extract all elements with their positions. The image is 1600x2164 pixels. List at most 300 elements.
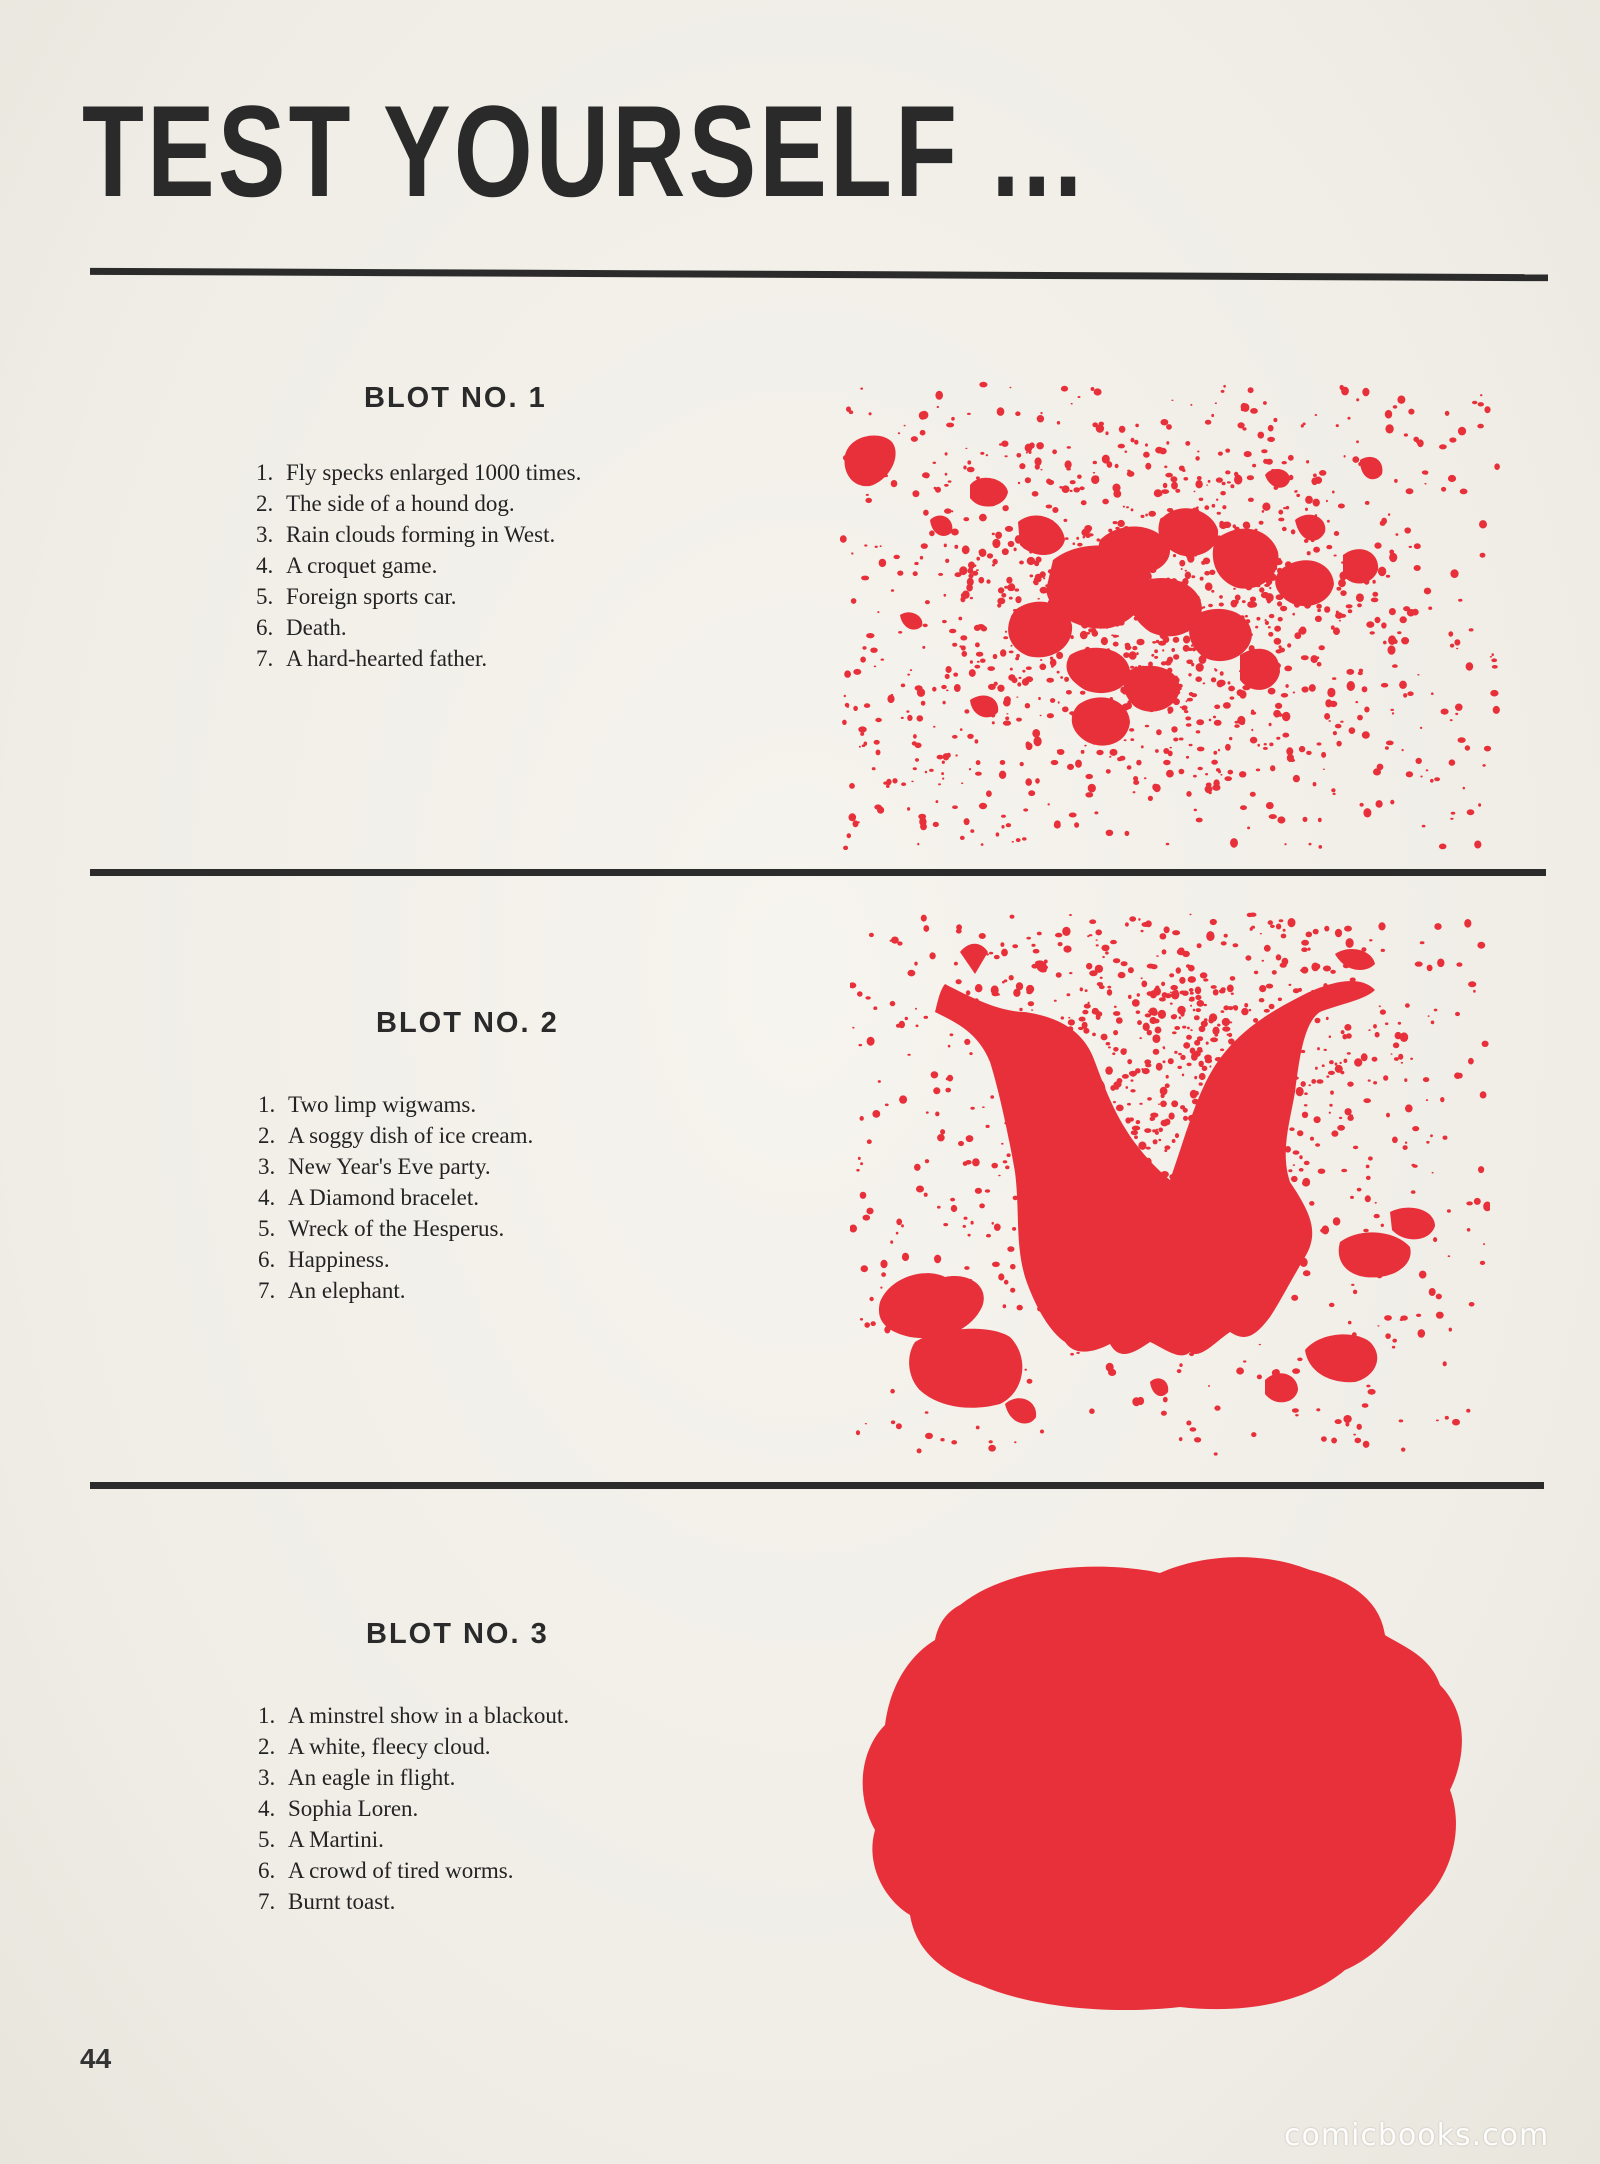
ink-speck [1386,741,1394,746]
ink-speck [979,803,987,809]
ink-speck [1366,1165,1370,1169]
ink-speck [970,1107,974,1110]
ink-speck [940,1438,944,1441]
ink-speck [963,466,966,470]
ink-speck [1179,1363,1182,1367]
answer-item: 6. A crowd of tired worms. [258,1858,514,1883]
ink-speck [1429,1288,1436,1296]
ink-speck [1165,1083,1170,1088]
ink-speck [948,1045,951,1048]
ink-speck [1166,441,1169,445]
ink-speck [1474,841,1481,849]
ink-speck [962,572,965,575]
ink-speck [1363,808,1371,817]
ink-speck [1012,1227,1016,1231]
ink-speck [951,417,955,421]
ink-speck [1196,1008,1201,1012]
ink-speck [1047,480,1054,485]
ink-speck [892,778,897,783]
ink-speck [976,1426,980,1430]
ink-speck [1164,1145,1170,1149]
ink-speck [907,807,910,811]
answer-item: 2. A white, fleecy cloud. [258,1734,491,1759]
ink-speck [1025,676,1033,682]
ink-speck [1303,1270,1311,1276]
ink-speck [1362,1403,1369,1408]
ink-speck [1372,580,1375,584]
ink-speck [1282,712,1290,721]
ink-speck [1208,1385,1210,1387]
ink-speck [1480,553,1486,558]
answer-item: 5. Foreign sports car. [256,584,457,609]
ink-speck [1016,838,1021,842]
ink-speck [951,1205,957,1212]
ink-speck [1386,575,1390,578]
ink-speck [933,1087,940,1094]
ink-speck [1069,813,1077,818]
ink-speck [1291,1176,1298,1182]
ink-speck [947,1075,953,1082]
ink-speck [1262,960,1265,962]
ink-speck [1472,401,1477,405]
ink-speck [1000,649,1006,656]
ink-speck [1177,949,1185,956]
ink-speck [1156,729,1162,735]
ink-speck [1205,583,1213,591]
ink-speck [876,750,881,756]
ink-speck [1315,1067,1318,1070]
ink-speck [1318,818,1322,822]
ink-speck [1179,977,1185,984]
ink-speck [1426,1099,1428,1101]
ink-speck [1268,632,1273,637]
ink-speck [1293,1150,1300,1154]
ink-speck [1113,642,1119,647]
ink-speck [1363,1098,1371,1103]
ink-speck [1148,511,1156,517]
ink-speck [1212,504,1216,508]
ink-speck [1150,1118,1153,1121]
ink-speck [1179,560,1185,567]
ink-speck [1050,657,1053,660]
ink-speck [1378,922,1385,930]
ink-speck [1050,659,1057,667]
ink-speck [1070,480,1076,484]
ink-speck [1307,551,1311,555]
ink-speck [1296,634,1299,638]
ink-speck [920,430,926,436]
ink-speck [864,742,868,746]
ink-speck [896,1423,902,1429]
ink-speck [1262,510,1265,513]
ink-speck [1339,1062,1341,1064]
ink-speck [1158,1010,1166,1019]
ink-speck [925,600,930,604]
ink-speck [1225,744,1231,751]
ink-speck [1380,1009,1386,1014]
ink-speck [1230,976,1236,981]
ink-speck [1025,477,1031,483]
ink-speck [1189,988,1194,992]
ink-speck [850,1225,857,1233]
ink-speck [1101,945,1109,952]
ink-speck [1242,427,1246,430]
ink-speck [1411,1190,1416,1194]
ink-speck [1340,1071,1344,1074]
ink-speck [925,1159,929,1163]
ink-speck [1309,684,1316,692]
ink-speck [1179,769,1185,775]
ink-speck [1266,984,1273,989]
ink-speck [915,758,919,762]
ink-speck [1314,1116,1321,1123]
ink-speck [1233,588,1236,590]
ink-speck [1212,1027,1219,1035]
ink-speck [1169,1113,1175,1120]
ink-speck [1372,1057,1378,1062]
ink-speck [1350,1196,1354,1199]
ink-speck [1158,1128,1163,1133]
ink-speck [1067,993,1071,996]
ink-speck [933,822,939,827]
ink-speck [856,1430,860,1435]
ink-speck [891,694,894,696]
ink-speck [1276,924,1281,930]
ink-speck [942,620,947,623]
ink-speck [1134,440,1138,445]
ink-speck [1019,561,1024,565]
ink-speck [849,410,853,414]
ink-speck [1344,455,1346,458]
ink-speck [1263,401,1267,405]
ink-speck [1113,521,1118,524]
ink-speck [1288,918,1296,927]
ink-speck [1063,946,1071,953]
ink-speck [1492,665,1498,669]
ink-speck [1129,651,1137,660]
answer-item: 4. A Diamond bracelet. [258,1185,479,1210]
ink-speck [954,545,958,549]
ink-speck [917,1448,922,1453]
ink-speck [1197,747,1205,752]
ink-speck [1079,1017,1086,1022]
ink-speck [979,382,987,388]
ink-speck [997,685,1004,692]
ink-speck [1491,658,1497,662]
ink-speck [891,937,899,944]
ink-speck [1303,817,1308,822]
ink-speck [1132,1126,1140,1131]
ink-speck [1169,747,1172,749]
ink-speck [1290,759,1295,762]
ink-speck [1341,1030,1345,1034]
ink-speck [1227,1034,1229,1036]
ink-speck [866,494,869,496]
ink-speck [1305,496,1313,504]
ink-speck [919,817,926,826]
ink-speck [1129,728,1134,732]
ink-speck [1057,421,1060,425]
ink-speck [1292,1368,1300,1374]
ink-speck [1478,803,1481,806]
ink-speck [880,545,882,547]
ink-speck [1330,970,1336,974]
ink-speck [1057,749,1065,755]
ink-speck [1406,488,1414,494]
ink-speck [1250,737,1257,744]
ink-speck [1323,966,1331,972]
ink-speck [1059,486,1062,489]
ink-speck [952,643,957,647]
ink-speck [995,532,1002,539]
ink-speck [1180,1012,1184,1017]
ink-speck [1123,652,1129,658]
ink-speck [874,804,882,809]
answer-item: 5. A Martini. [258,1827,384,1852]
ink-speck [1293,1164,1295,1166]
ink-speck [1336,424,1339,427]
ink-speck [1455,1012,1460,1016]
ink-speck [1249,913,1256,917]
ink-speck [935,1112,939,1117]
ink-speck [913,767,917,770]
ink-speck [1171,648,1175,652]
ink-speck [1284,843,1286,845]
ink-speck [1405,1104,1413,1112]
ink-speck [1228,681,1231,684]
ink-speck [1324,926,1329,932]
ink-speck [1231,600,1238,608]
ink-speck [931,952,933,954]
ink-speck [1304,1161,1310,1165]
ink-speck [1389,553,1397,562]
ink-speck [1347,1052,1351,1055]
ink-speck [1128,995,1132,999]
ink-speck [1186,1035,1192,1040]
ink-speck [1269,723,1272,726]
ink-speck [1155,749,1159,753]
ink-speck [1106,769,1111,774]
ink-speck [1117,757,1122,761]
ink-speck [1040,1430,1044,1434]
ink-speck [1199,498,1204,501]
ink-speck [1070,1353,1074,1356]
ink-speck [1194,1040,1200,1046]
ink-speck [1081,750,1085,754]
ink-speck [1304,1104,1308,1106]
ink-speck [922,646,925,649]
ink-speck [1414,565,1421,571]
ink-speck [980,659,986,663]
ink-speck [1196,818,1203,823]
ink-speck [937,755,944,760]
ink-speck [1027,1379,1033,1384]
ink-speck [1026,985,1034,993]
ink-speck [1250,927,1253,931]
ink-speck [1145,463,1151,470]
ink-speck [1168,711,1172,713]
ink-speck [1037,598,1040,600]
ink-speck [937,406,939,408]
ink-speck [1026,666,1032,670]
ink-speck [1323,769,1325,770]
ink-speck [976,569,979,571]
ink-speck [1046,505,1053,509]
ink-speck [1118,972,1126,978]
ink-speck [1468,1058,1474,1065]
ink-speck [1493,706,1500,714]
ink-speck [1164,466,1167,469]
ink-speck [1399,681,1407,689]
ink-speck [1321,752,1326,758]
answer-item: 3. An eagle in flight. [258,1765,456,1790]
ink-speck [1309,1201,1314,1206]
ink-speck [944,508,952,513]
ink-speck [1035,778,1040,784]
ink-speck [1357,715,1363,721]
ink-speck [1073,487,1080,492]
ink-speck [1329,1303,1335,1307]
ink-speck [1477,424,1484,429]
ink-speck [962,545,970,554]
ink-speck [1409,546,1412,548]
ink-speck [1436,1294,1442,1300]
ink-speck [919,411,926,420]
ink-speck [1162,649,1164,651]
ink-speck [1229,737,1232,740]
ink-speck [1031,944,1035,947]
ink-speck [873,1006,877,1010]
ink-speck [953,673,958,677]
ink-speck [937,1206,941,1209]
ink-speck [1319,470,1326,476]
ink-speck [1153,1049,1160,1055]
ink-speck [1166,843,1170,846]
ink-speck [850,982,856,988]
ink-speck [1194,1076,1197,1079]
ink-speck [1206,931,1214,941]
ink-speck [1151,654,1154,657]
ink-speck [1082,1010,1088,1015]
ink-speck [1086,528,1091,533]
ink-speck [904,425,906,427]
ink-speck [1375,1032,1380,1038]
ink-speck [860,1116,864,1121]
ink-speck [1441,709,1449,715]
ink-speck [857,991,863,996]
ink-speck [1080,631,1088,640]
ink-speck [1206,485,1208,486]
ink-speck [1404,1078,1407,1082]
ink-speck [1040,715,1042,716]
ink-speck [986,1125,990,1128]
ink-speck [941,685,947,689]
ink-speck [970,829,974,833]
ink-speck [1012,841,1015,843]
ink-speck [1328,720,1331,722]
ink-speck [1221,941,1227,945]
ink-speck [1346,669,1354,675]
ink-speck [1190,1005,1192,1007]
ink-speck [1156,640,1159,643]
ink-speck [1490,656,1492,658]
ink-speck [1136,639,1144,646]
ink-speck [1317,1079,1324,1084]
ink-speck [1037,415,1044,422]
ink-speck [1391,1053,1393,1054]
ink-speck [916,1025,919,1028]
ink-speck [1147,991,1153,996]
answer-item: 5. Wreck of the Hesperus. [258,1216,505,1241]
ink-speck [1256,769,1260,772]
ink-speck [1445,1416,1449,1420]
ink-speck [1245,615,1248,618]
ink-speck [1016,718,1022,722]
ink-speck [1125,922,1129,926]
ink-speck [1313,547,1320,553]
ink-speck [1010,1264,1016,1270]
ink-speck [1404,433,1408,436]
ink-speck [1348,1321,1352,1325]
ink-speck [1182,469,1186,472]
ink-speck [1315,414,1318,416]
ink-speck [1398,1022,1401,1025]
ink-speck [1248,498,1254,502]
ink-speck [944,544,947,548]
ink-speck [1220,491,1226,495]
ink-speck [1026,937,1031,940]
ink-speck [1117,1078,1123,1084]
ink-speck [1222,505,1226,509]
ink-speck [1088,784,1096,793]
ink-speck [1137,993,1140,996]
ink-speck [1213,716,1216,719]
ink-speck [1373,1081,1377,1084]
ink-speck [1385,1333,1391,1339]
ink-speck [917,715,924,721]
ink-speck [1216,477,1223,482]
ink-speck [1269,614,1275,618]
ink-speck [1266,459,1273,465]
ink-speck [877,611,879,613]
ink-speck [910,669,912,671]
ink-speck [962,651,968,657]
ink-speck [1102,455,1110,464]
ink-speck [976,760,981,765]
ink-speck [1151,964,1158,969]
ink-speck [1174,1051,1177,1054]
ink-speck [1183,636,1190,644]
ink-speck [1318,1169,1326,1174]
ink-speck [1009,975,1014,980]
ink-speck [1129,1117,1134,1121]
ink-speck [964,818,970,825]
ink-speck [946,666,952,673]
ink-speck [1194,491,1196,493]
ink-speck [1033,580,1036,584]
ink-speck [1131,508,1134,511]
ink-speck [949,629,956,634]
ink-speck [907,715,912,721]
ink-speck [849,813,857,821]
ink-speck [1083,1028,1089,1034]
ink-speck [1440,1097,1444,1102]
ink-speck [1319,645,1325,650]
ink-speck [1269,814,1277,819]
ink-speck [1190,992,1194,995]
ink-speck [874,740,880,745]
ink-speck [1037,932,1042,936]
